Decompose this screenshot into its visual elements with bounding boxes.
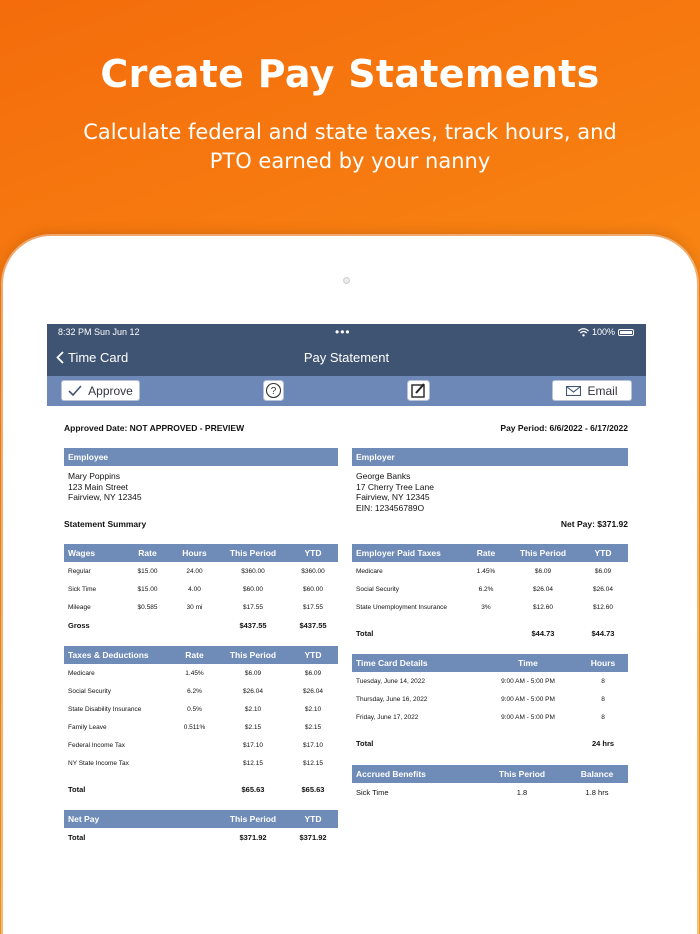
cell: $2.10 bbox=[304, 705, 322, 713]
cell: Sick Time bbox=[356, 787, 389, 797]
promo-title: Create Pay Statements bbox=[100, 52, 600, 96]
table-row bbox=[64, 682, 338, 700]
promo-subtitle: Calculate federal and state taxes, track hours, and PTO earned by your nanny bbox=[83, 120, 617, 173]
wages-col-header: Rate bbox=[138, 548, 157, 558]
employee-header bbox=[64, 448, 338, 466]
wifi-icon bbox=[578, 328, 589, 337]
cell: 1.45% bbox=[185, 669, 204, 677]
table-total-row bbox=[64, 780, 338, 798]
compose-icon bbox=[407, 380, 430, 401]
email-button[interactable] bbox=[552, 380, 632, 401]
cell: $60.00 bbox=[243, 585, 263, 593]
wages-col-header: YTD bbox=[304, 548, 322, 558]
back-button-label: Time Card bbox=[68, 350, 129, 365]
cell: $360.00 bbox=[301, 567, 325, 575]
cell: $26.04 bbox=[593, 585, 613, 593]
table-row bbox=[64, 718, 338, 736]
taxes-table bbox=[64, 646, 338, 798]
cell: $65.63 bbox=[241, 784, 265, 794]
benefits-col-header: Accrued Benefits bbox=[356, 769, 426, 779]
address-line: Fairview, NY 12345 bbox=[68, 492, 142, 502]
table-row bbox=[352, 690, 628, 708]
cell: Medicare bbox=[356, 567, 383, 575]
cell: $17.55 bbox=[303, 603, 323, 611]
status-time: 8:32 PM Sun Jun 12 bbox=[58, 327, 140, 337]
cell: $6.09 bbox=[304, 669, 322, 677]
time-card-col-header: Time bbox=[518, 658, 538, 668]
checkmark-icon bbox=[68, 385, 82, 396]
table-row bbox=[64, 598, 338, 616]
multitasking-dots[interactable]: ••• bbox=[335, 325, 351, 339]
address-line: EIN: 123456789O bbox=[356, 502, 425, 513]
cell: $65.63 bbox=[301, 784, 325, 794]
cell: 30 mi bbox=[186, 603, 203, 611]
employer-taxes-col-header: Employer Paid Taxes bbox=[356, 548, 441, 558]
net-pay-header bbox=[64, 810, 338, 828]
cell: 9:00 AM - 5:00 PM bbox=[501, 695, 555, 703]
address-line: Fairview, NY 12345 bbox=[356, 492, 430, 502]
cell: $12.60 bbox=[533, 603, 553, 611]
cell: $60.00 bbox=[303, 585, 323, 593]
table-row bbox=[64, 562, 338, 580]
cell: Federal Income Tax bbox=[68, 741, 125, 749]
cell: $371.92 bbox=[299, 832, 327, 842]
address-line: Mary Poppins bbox=[68, 471, 120, 481]
cell: $0.585 bbox=[137, 603, 158, 611]
cell: 24 hrs bbox=[591, 738, 615, 748]
cell: $437.55 bbox=[239, 620, 267, 630]
cell: State Unemployment Insurance bbox=[356, 603, 448, 611]
approve-button[interactable] bbox=[61, 380, 140, 401]
table-row bbox=[64, 700, 338, 718]
table-total-row bbox=[64, 616, 338, 634]
page-title: Pay Statement bbox=[303, 350, 390, 365]
address-line: George Banks bbox=[356, 471, 411, 481]
table-row bbox=[64, 664, 338, 682]
cell: Medicare bbox=[68, 669, 95, 677]
table-row bbox=[64, 754, 338, 772]
wages-col-header: This Period bbox=[229, 548, 277, 558]
net-pay-table bbox=[64, 810, 338, 846]
table-row bbox=[352, 672, 628, 690]
table-total-row bbox=[64, 828, 338, 846]
battery-icon bbox=[618, 329, 634, 336]
cell: Social Security bbox=[68, 687, 111, 695]
cell: 8 bbox=[601, 713, 605, 721]
cell: $15.00 bbox=[137, 585, 158, 593]
employer-taxes-col-header: This Period bbox=[519, 548, 567, 558]
cell: $360.00 bbox=[241, 567, 265, 575]
benefits-col-header: Balance bbox=[580, 769, 614, 779]
employer-header-label: Employer bbox=[356, 452, 395, 462]
cell: $2.10 bbox=[244, 705, 262, 713]
cell: Total bbox=[356, 628, 374, 638]
battery-percent: 100% bbox=[591, 327, 615, 337]
taxes-header bbox=[64, 646, 338, 664]
table-row bbox=[352, 580, 628, 598]
employer-taxes-col-header: Rate bbox=[476, 548, 496, 558]
cell: $26.04 bbox=[303, 687, 323, 695]
cell: Friday, June 17, 2022 bbox=[356, 713, 419, 721]
cell: 8 bbox=[601, 695, 605, 703]
cell: $15.00 bbox=[137, 567, 158, 575]
cell: Regular bbox=[68, 567, 91, 575]
cell: Tuesday, June 14, 2022 bbox=[356, 677, 426, 685]
employer-header bbox=[352, 448, 628, 466]
cell: Mileage bbox=[68, 603, 91, 611]
net-pay-col-header: Net Pay bbox=[68, 814, 100, 824]
employer-taxes-table bbox=[352, 544, 628, 642]
statement-summary-label: Statement Summary bbox=[64, 519, 147, 529]
cell: NY State Income Tax bbox=[68, 759, 129, 767]
cell: $26.04 bbox=[533, 585, 553, 593]
cell: $44.73 bbox=[531, 628, 555, 638]
status-bar bbox=[47, 327, 646, 341]
cell: $12.15 bbox=[303, 759, 323, 767]
cell: Total bbox=[68, 784, 86, 794]
cell: 9:00 AM - 5:00 PM bbox=[501, 677, 555, 685]
address-line: 17 Cherry Tree Lane bbox=[356, 481, 434, 492]
table-total-row bbox=[352, 734, 628, 752]
benefits-header bbox=[352, 765, 628, 783]
cell: $26.04 bbox=[243, 687, 263, 695]
cell: Sick Time bbox=[68, 585, 97, 593]
address-line: 123 Main Street bbox=[68, 481, 129, 492]
table-row bbox=[352, 598, 628, 616]
svg-text:?: ? bbox=[270, 386, 277, 397]
cell: 1.8 bbox=[516, 787, 528, 797]
cell: State Disability Insurance bbox=[68, 705, 142, 713]
table-row bbox=[352, 562, 628, 580]
cell: Thursday, June 16, 2022 bbox=[356, 695, 428, 703]
time-card-header bbox=[352, 654, 628, 672]
cell: 8 bbox=[601, 677, 605, 685]
cell: $2.15 bbox=[244, 723, 262, 731]
help-button[interactable] bbox=[262, 380, 285, 401]
employee-address bbox=[64, 466, 338, 503]
cell: Family Leave bbox=[68, 723, 107, 731]
employer-section bbox=[352, 448, 628, 513]
cell: Social Security bbox=[356, 585, 399, 593]
approve-label: Approve bbox=[88, 383, 133, 398]
employer-taxes-header bbox=[352, 544, 628, 562]
cell: $17.55 bbox=[243, 603, 263, 611]
taxes-col-header: Taxes & Deductions bbox=[68, 650, 149, 660]
app-screen bbox=[47, 324, 646, 934]
wages-table bbox=[64, 544, 338, 634]
approved-date: Approved Date: NOT APPROVED - PREVIEW bbox=[64, 423, 245, 433]
cell: Total bbox=[68, 832, 86, 842]
employer-taxes-col-header: YTD bbox=[594, 548, 612, 558]
benefits-col-header: This Period bbox=[498, 769, 546, 779]
net-pay-summary: Net Pay: $371.92 bbox=[560, 519, 628, 529]
cell: 24.00 bbox=[186, 567, 203, 575]
table-total-row bbox=[352, 624, 628, 642]
camera-dot bbox=[343, 277, 350, 284]
cell: $6.09 bbox=[244, 669, 262, 677]
employee-section bbox=[64, 448, 338, 503]
table-row bbox=[352, 783, 628, 801]
pay-period: Pay Period: 6/6/2022 - 6/17/2022 bbox=[500, 423, 628, 433]
table-row bbox=[352, 708, 628, 726]
cell: 3% bbox=[481, 603, 491, 611]
cell: 6.2% bbox=[478, 585, 494, 593]
edit-button[interactable] bbox=[406, 380, 431, 401]
cell: Total bbox=[356, 738, 374, 748]
cell: 6.2% bbox=[187, 687, 202, 695]
cell: $44.73 bbox=[591, 628, 615, 638]
cell: $17.10 bbox=[243, 741, 263, 749]
table-row bbox=[64, 736, 338, 754]
cell: $6.09 bbox=[594, 567, 612, 575]
employee-header-label: Employee bbox=[68, 452, 109, 462]
cell: $17.10 bbox=[303, 741, 323, 749]
cell: 4.00 bbox=[188, 585, 201, 593]
taxes-col-header: Rate bbox=[185, 650, 204, 660]
cell: $437.55 bbox=[299, 620, 327, 630]
wages-col-header: Hours bbox=[182, 548, 207, 558]
cell: $371.92 bbox=[239, 832, 267, 842]
time-card-col-header: Time Card Details bbox=[356, 658, 428, 668]
cell: 0.5% bbox=[187, 705, 202, 713]
table-row bbox=[64, 580, 338, 598]
cell: $12.60 bbox=[593, 603, 613, 611]
cell: $12.15 bbox=[243, 759, 263, 767]
email-label: Email bbox=[587, 383, 618, 398]
taxes-col-header: YTD bbox=[304, 650, 322, 660]
net-pay-col-header: This Period bbox=[229, 814, 277, 824]
toolbar bbox=[47, 376, 646, 406]
cell: 9:00 AM - 5:00 PM bbox=[501, 713, 555, 721]
cell: $2.15 bbox=[304, 723, 322, 731]
envelope-icon bbox=[566, 386, 581, 396]
benefits-table bbox=[352, 765, 628, 801]
cell: 1.45% bbox=[476, 567, 496, 575]
time-card-table bbox=[352, 654, 628, 752]
cell: 0.511% bbox=[183, 723, 206, 731]
cell: 1.8 hrs bbox=[585, 787, 609, 797]
navigation-bar bbox=[47, 324, 646, 376]
wages-header bbox=[64, 544, 338, 562]
time-card-col-header: Hours bbox=[590, 658, 616, 668]
cell: $6.09 bbox=[534, 567, 552, 575]
net-pay-col-header: YTD bbox=[304, 814, 322, 824]
help-icon bbox=[263, 380, 284, 401]
cell: Gross bbox=[68, 620, 90, 630]
wages-col-header: Wages bbox=[68, 548, 96, 558]
employer-address bbox=[352, 466, 628, 513]
taxes-col-header: This Period bbox=[229, 650, 277, 660]
